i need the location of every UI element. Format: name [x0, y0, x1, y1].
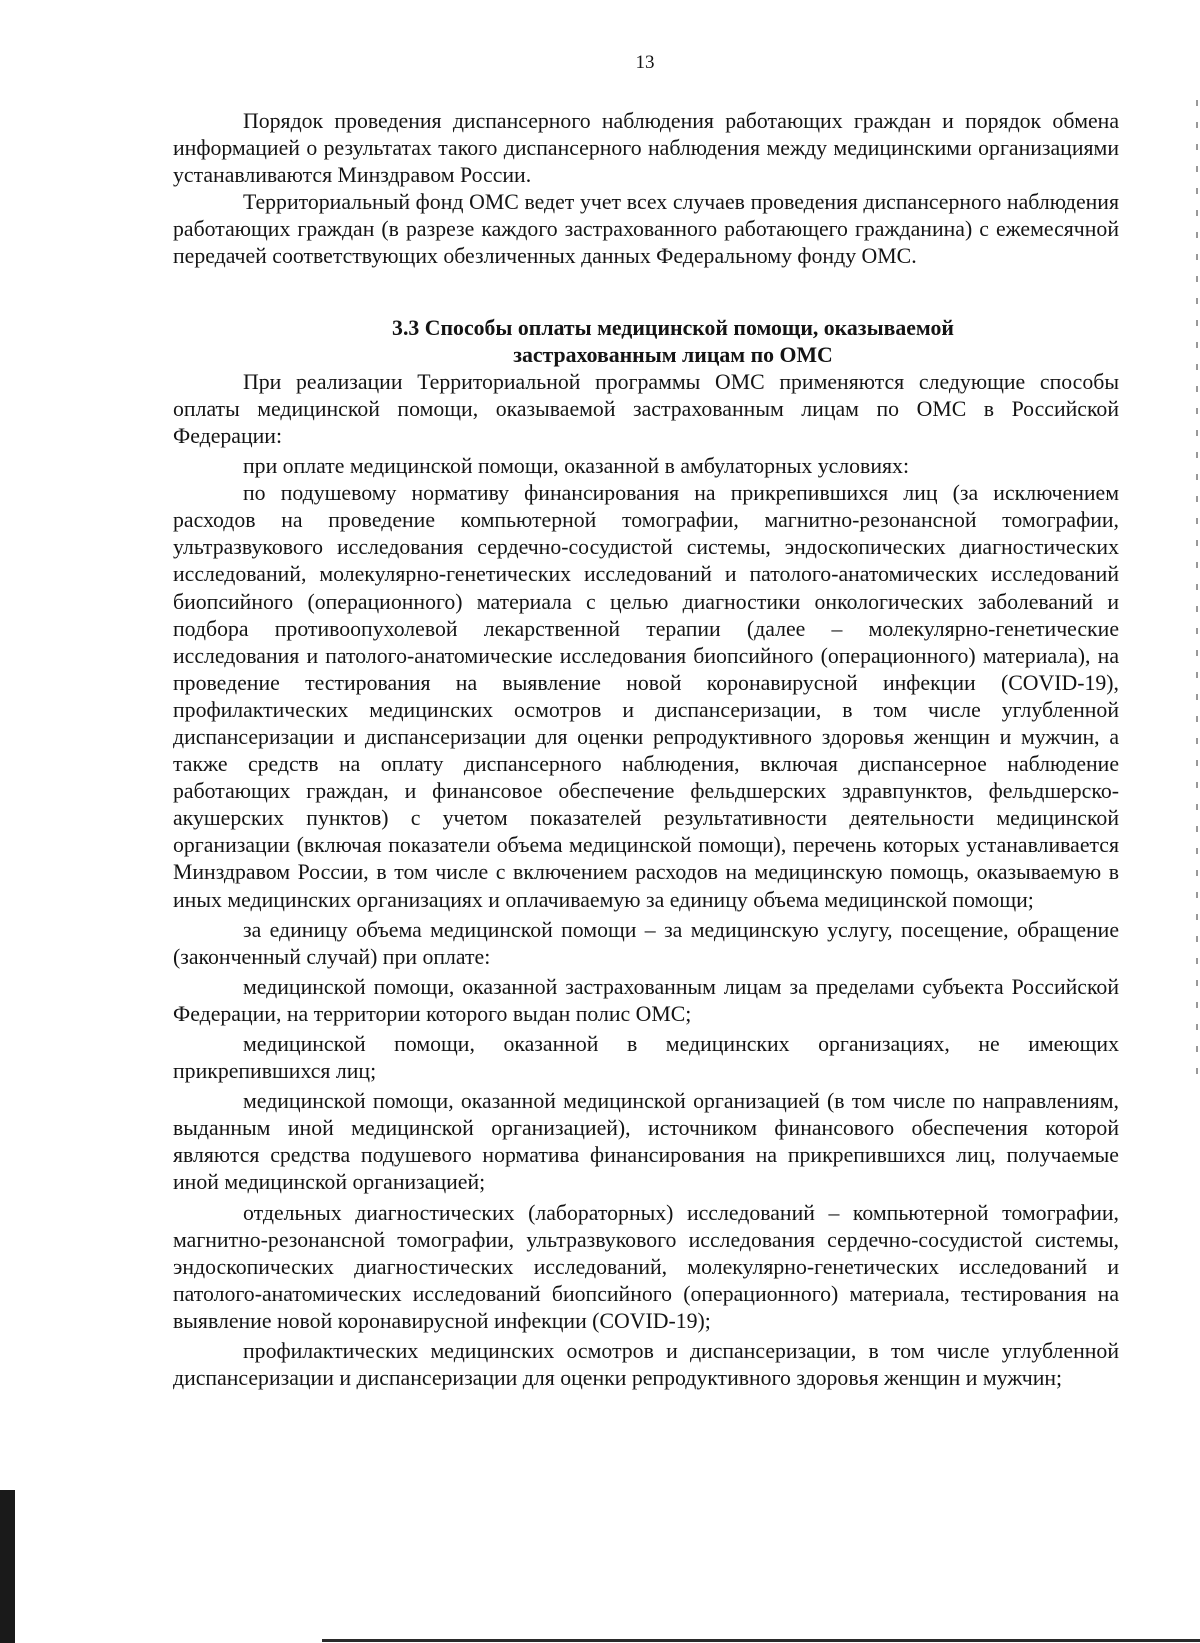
paragraph: медицинской помощи, оказанной застрахованным лицам за пределами субъекта Российской Федерации, на территории которого выдан полис ОМС;	[173, 974, 1119, 1026]
section-heading	[173, 315, 1119, 369]
paragraph: профилактических медицинских осмотров и диспансеризации, в том числе углубленной диспансеризации и диспансеризации для оценки репродуктивного здоровья женщин и мужчин;	[173, 1339, 1119, 1391]
paragraph: Порядок проведения диспансерного наблюдения работающих граждан и порядок обмена информацией о результатах такого диспансерного наблюдения между медицинскими организациями устанавливаются Минздравом России.	[173, 109, 1119, 188]
scan-right-edge-marks	[1196, 100, 1198, 1080]
scan-edge-shadow	[0, 1490, 15, 1643]
page-number: 13	[635, 52, 655, 73]
paragraph: Территориальный фонд ОМС ведет учет всех случаев проведения диспансерного наблюдения работающих граждан (в разрезе каждого застрахованного работающего гражданина) с ежемесячной передачей соответствующих обезличенных данных Федеральному фонду ОМС.	[173, 190, 1119, 269]
paragraph: медицинской помощи, оказанной в медицинских организациях, не имеющих прикрепившихся лиц;	[173, 1032, 1119, 1084]
paragraph: медицинской помощи, оказанной медицинской организацией (в том числе по направлениям, выданным иной медицинской организацией), источником финансового обеспечения которой являются средства подушевого норматива финансирования на прикрепившихся лиц, получаемые иной медицинской организацией;	[173, 1089, 1119, 1195]
paragraph: отдельных диагностических (лабораторных) исследований – компьютерной томографии, магнитно-резонансной томографии, ультразвукового исследования сердечно-сосудистой системы, эндоскопических диагностических исследований, молекулярно-генетических исследований и патолого-анатомических исследований биопсийного (операционного) материала, тестирования на выявление новой коронавирусной инфекции (COVID-19);	[173, 1200, 1119, 1333]
section-heading-line: застрахованным лицам по ОМС	[513, 342, 833, 367]
paragraph: за единицу объема медицинской помощи – за медицинскую услугу, посещение, обращение (законченный случай) при оплате:	[173, 917, 1119, 969]
scan-bottom-line	[322, 1639, 1200, 1642]
paragraph: при оплате медицинской помощи, оказанной в амбулаторных условиях:	[243, 454, 909, 479]
paragraph: по подушевому нормативу финансирования на прикрепившихся лиц (за исключением расходов на проведение компьютерной томографии, магнитно-резонансной томографии, ультразвукового исследования сердечно-сосудистой системы, эндоскопических диагностических исследований, молекулярно-генетических исследований и патолого-анатомических исследований биопсийного (операционного) материала с целью диагностики онкологических заболеваний и подбора противоопухолевой лекарственной терапии (далее – молекулярно-генетические исследования и патолого-анатомические исследования биопсийного (операционного) материала), на проведение тестирования на выявление новой коронавирусной инфекции (COVID-19), профилактических медицинских осмотров и диспансеризации, в том числе углубленной диспансеризации и диспансеризации для оценки репродуктивного здоровья женщин и мужчин, а также средств на оплату диспансерного наблюдения, включая диспансерное наблюдение работающих граждан, и финансовое обеспечение фельдшерских здравпунктов, фельдшерско-акушерских пунктов) с учетом показателей результативности деятельности медицинской организации (включая показатели объема медицинской помощи), перечень которых устанавливается Минздравом России, в том числе с включением расходов на медицинскую помощь, оказываемую в иных медицинских организациях и оплачиваемую за единицу объема медицинской помощи;	[173, 481, 1119, 912]
document-body	[173, 108, 1119, 1392]
section-heading-line: 3.3 Способы оплаты медицинской помощи, оказываемой	[392, 315, 954, 340]
paragraph: При реализации Территориальной программы ОМС применяются следующие способы оплаты медицинской помощи, оказываемой застрахованным лицам по ОМС в Российской Федерации:	[173, 369, 1119, 448]
